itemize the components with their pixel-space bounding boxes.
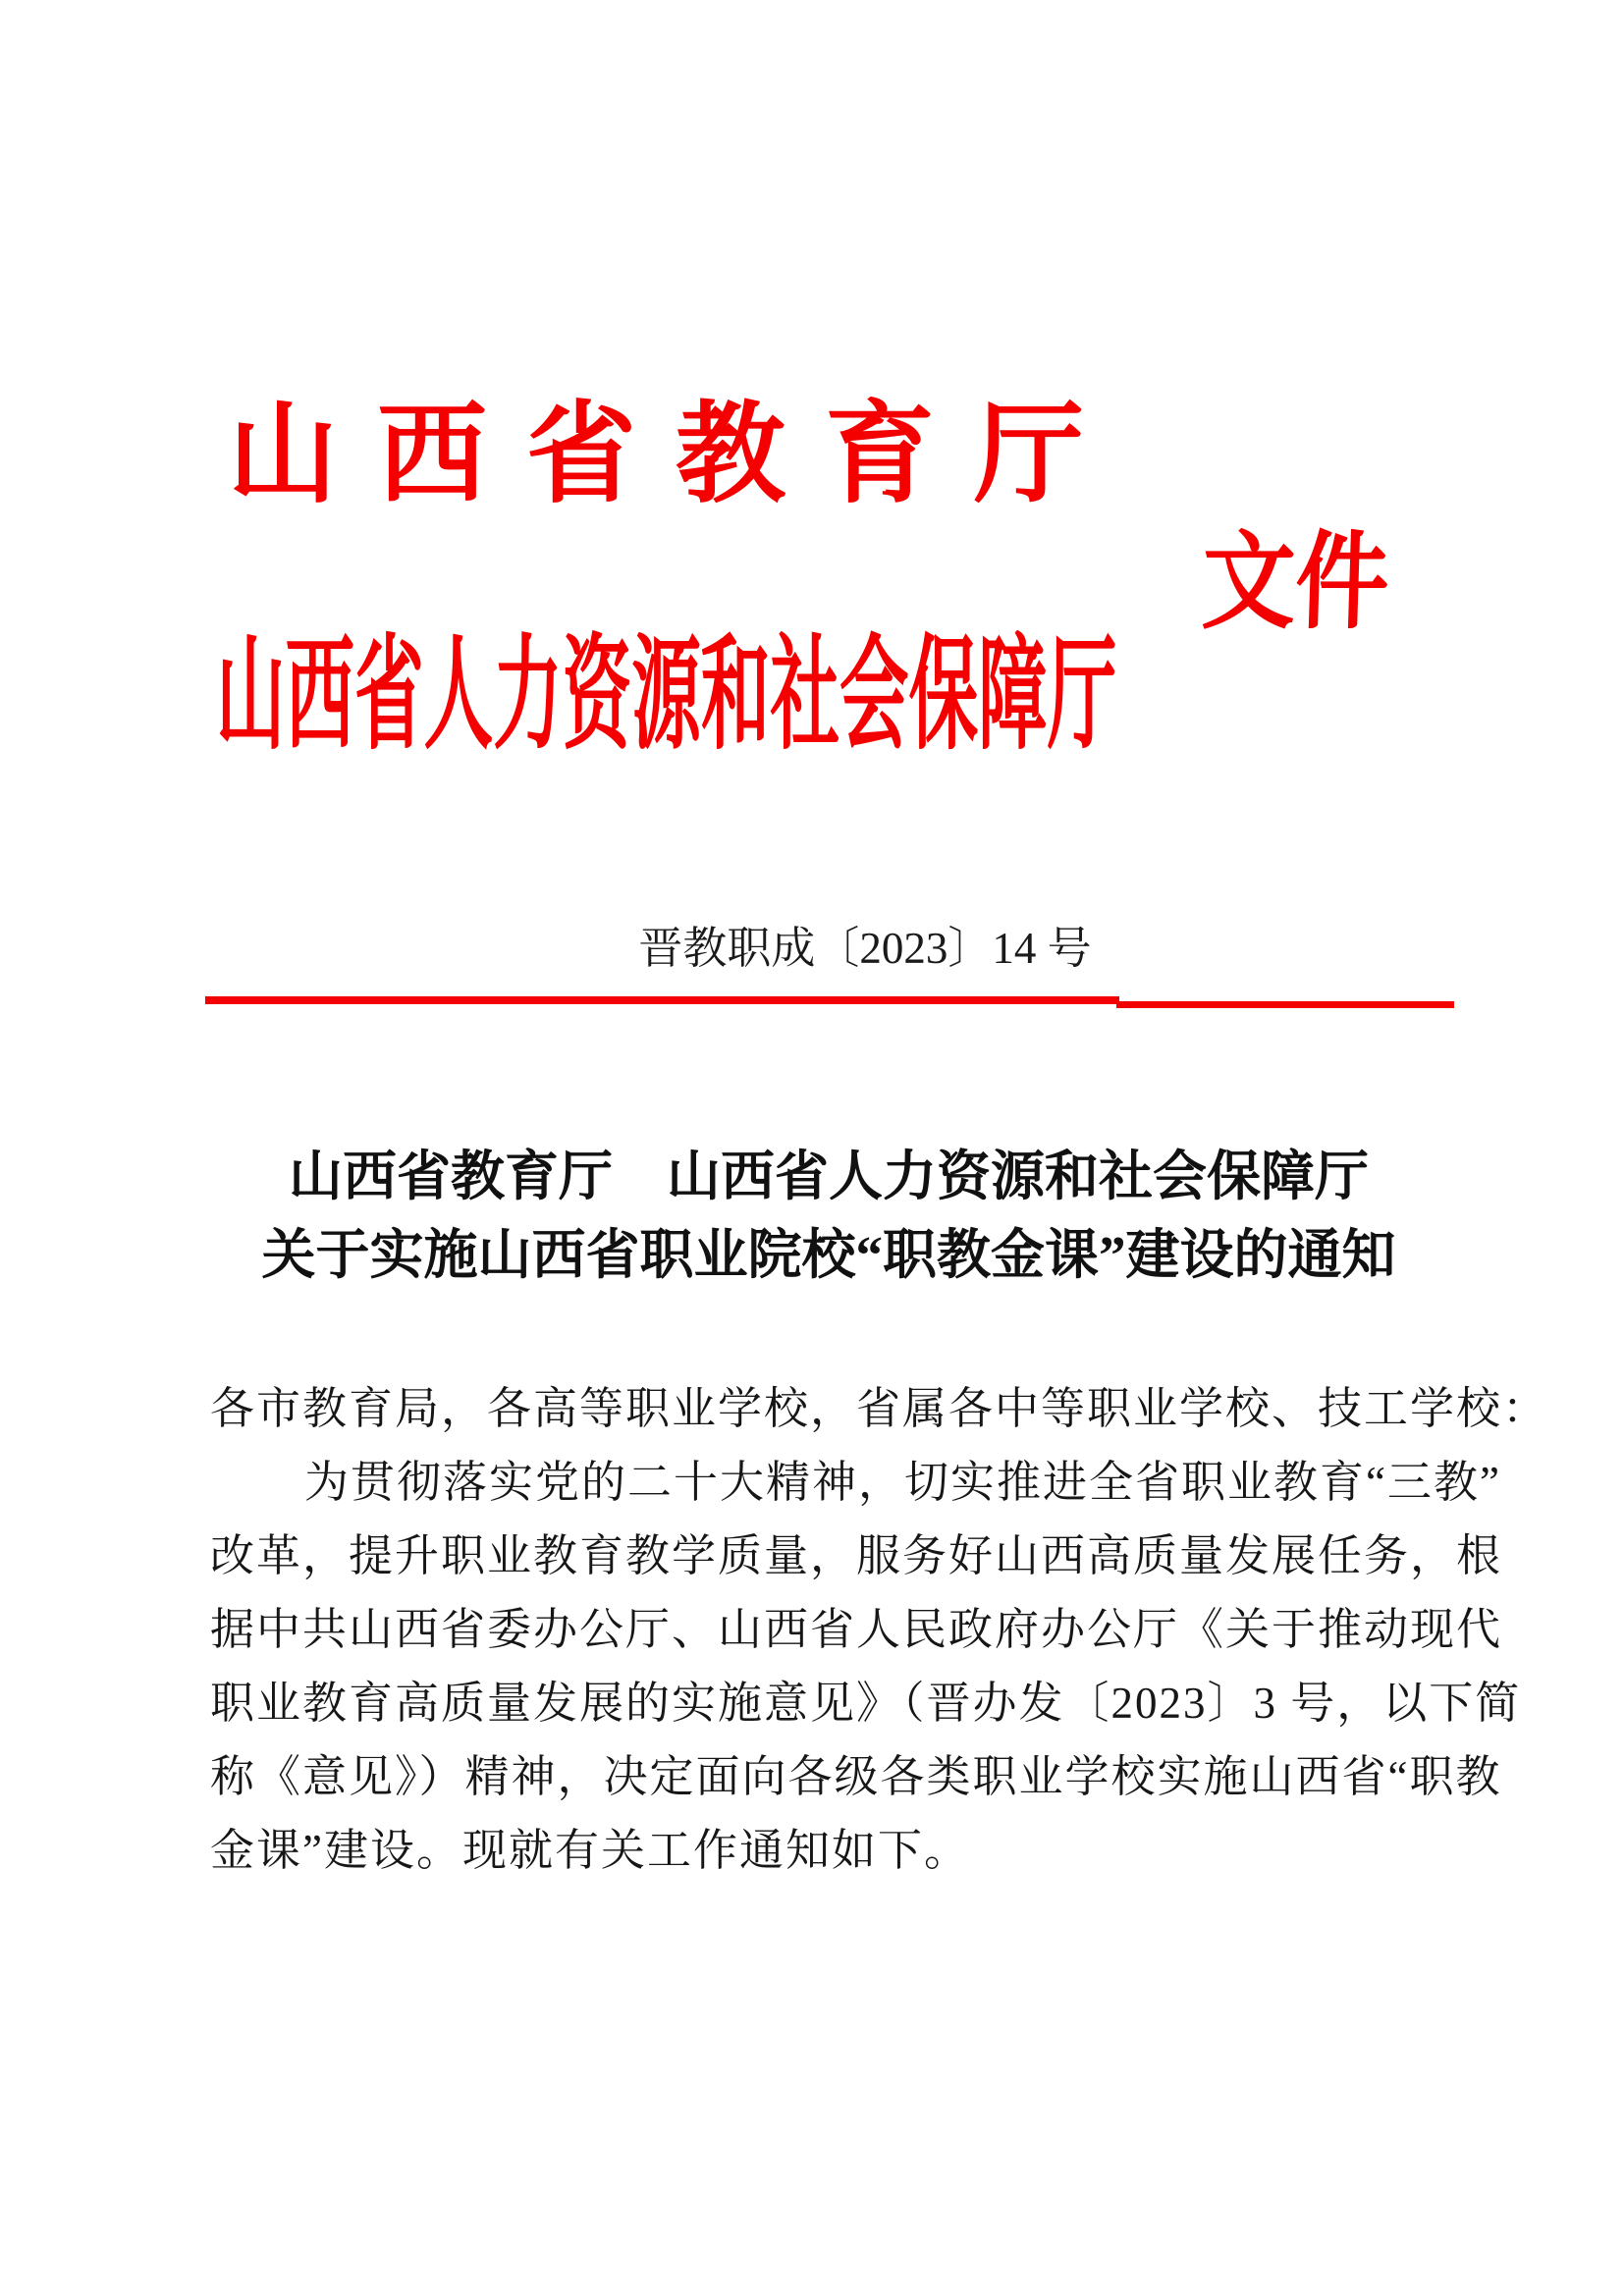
body-line: 称《意见》）精神，决定面向各级各类职业学校实施山西省“职教 bbox=[210, 1752, 1502, 1801]
notice-title-line-2: 关于实施山西省职业院校“职教金课”建设的通知 bbox=[261, 1225, 1396, 1285]
body-text bbox=[210, 1372, 1549, 1888]
red-divider-segment-right bbox=[1116, 1001, 1454, 1008]
agency-name-secondary: 山西省人力资源和社会保障厅 bbox=[216, 628, 1117, 765]
doc-number: 晋教职成〔2023〕14 号 bbox=[638, 924, 1092, 973]
agency-name-primary: 山西省教育厅 bbox=[228, 395, 1123, 516]
notice-title-line-1: 山西省教育厅 山西省人力资源和社会保障厅 bbox=[288, 1147, 1369, 1206]
body-line: 改革，提升职业教育教学质量，服务好山西高质量发展任务，根 bbox=[210, 1531, 1503, 1580]
body-line: 职业教育高质量发展的实施意见》（晋办发〔2023〕3 号，以下简 bbox=[210, 1679, 1522, 1728]
body-line: 为贯彻落实党的二十大精神，切实推进全省职业教育“三教” bbox=[304, 1458, 1501, 1507]
body-line: 金课”建设。现就有关工作通知如下。 bbox=[210, 1826, 970, 1875]
body-line: 据中共山西省委办公厅、山西省人民政府办公厅《关于推动现代 bbox=[210, 1605, 1503, 1654]
red-divider-segment-left bbox=[205, 996, 1119, 1004]
salutation-line: 各市教育局，各高等职业学校，省属各中等职业学校、技工学校： bbox=[210, 1384, 1549, 1433]
doc-type-label: 文件 bbox=[1200, 525, 1391, 642]
